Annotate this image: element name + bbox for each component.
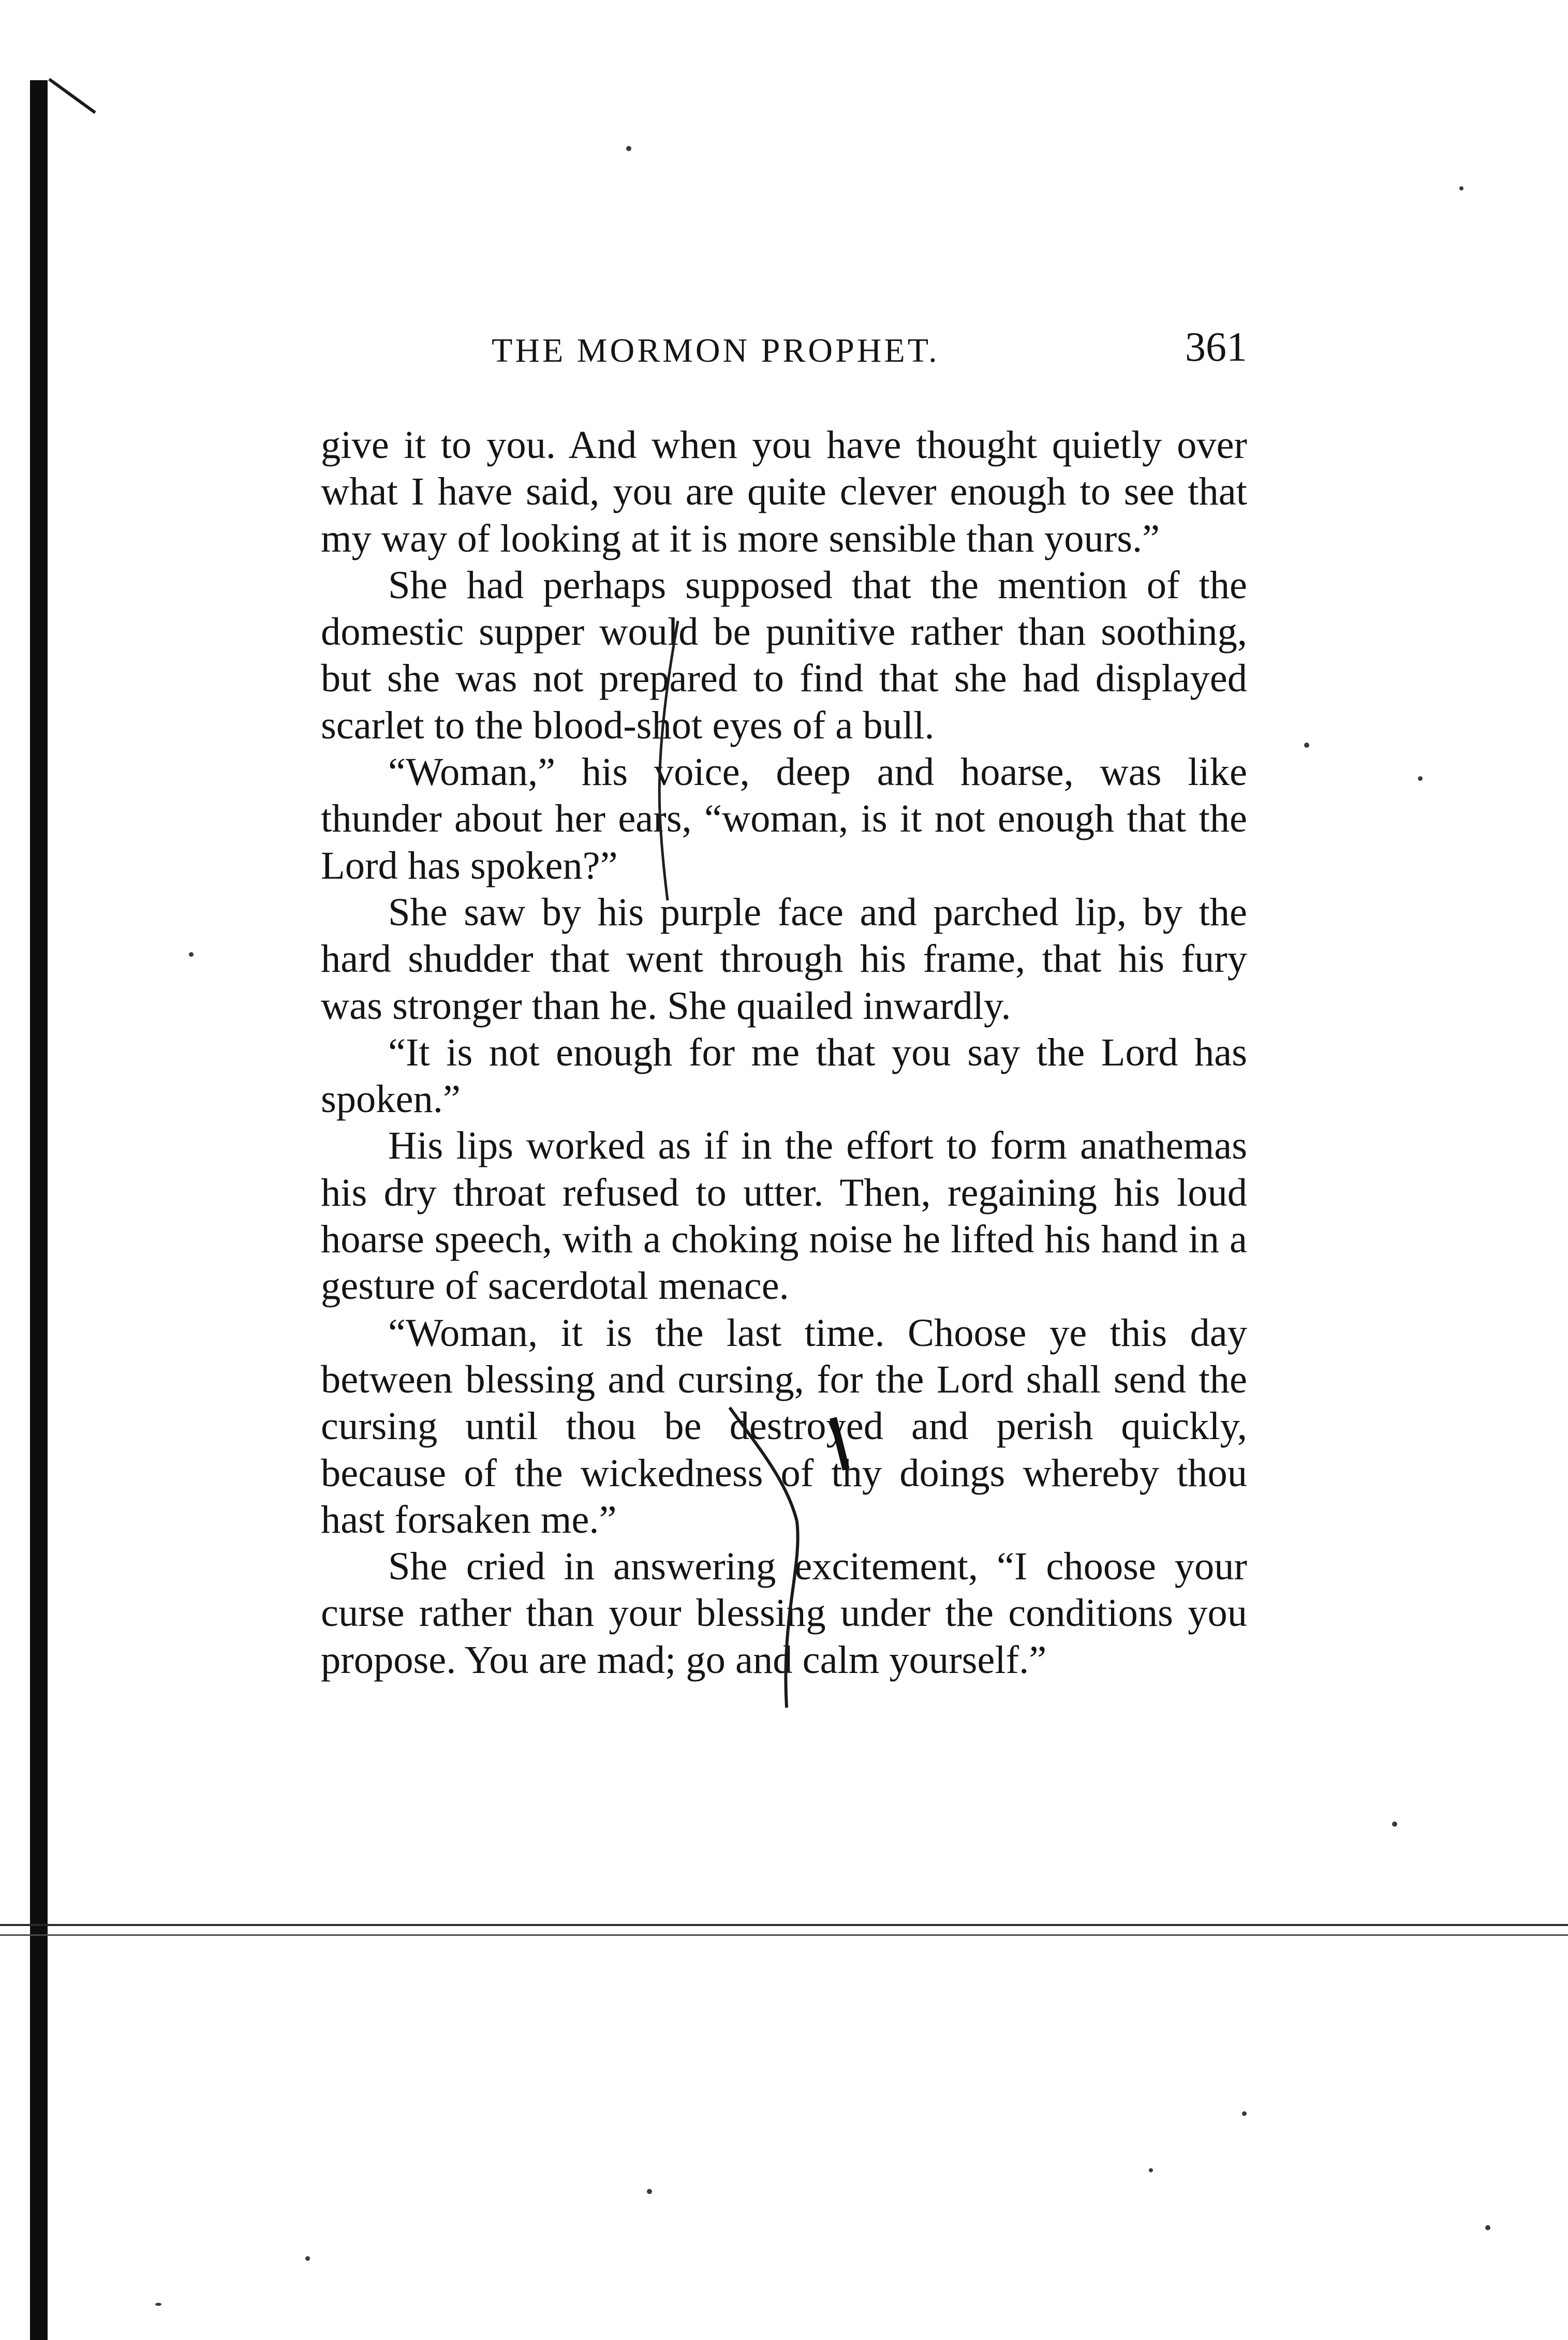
scan-speck (1149, 2168, 1153, 2172)
pencil-stroke-upper (647, 616, 688, 906)
scan-speck (155, 2303, 161, 2306)
paragraph: She cried in answering excitement, “I choose your curse rather than your blessing under the conditions you propose. You are mad; go and calm yourself.” (321, 1544, 1247, 1682)
paragraph: His lips worked as if in the effort to form anathemas his dry throat refused to utter. Then, regaining his loud hoarse speech, with a choking noise he lifted his hand in a gesture of sacerdotal menace. (321, 1123, 1247, 1308)
scan-speck (1392, 1821, 1397, 1827)
bottom-rule (0, 1924, 1568, 1926)
binding-edge (30, 80, 48, 2340)
scan-speck (626, 146, 631, 151)
paragraph: “Woman,” his voice, deep and hoarse, was like thunder about her ears, “woman, is it not enough that the Lord has spoken?” (321, 750, 1247, 887)
scan-speck (189, 952, 194, 957)
paragraph: She had perhaps supposed that the mention of the domestic supper would be punitive rather than soothing, but she was not prepared to find that she had displayed scarlet to the blood-shot eyes of a bull. (321, 562, 1247, 747)
scan-speck (1485, 2225, 1490, 2230)
scan-speck (1242, 2111, 1247, 2116)
pencil-stroke-lower (724, 1397, 859, 1718)
paragraph: “Woman, it is the last time. Choose ye this day between blessing and cursing, for the Lord shall send the cursing until thou be destroyed and perish quickly, because of the wickedness of thy doings whereby thou hast forsaken me.” (321, 1310, 1247, 1542)
scan-speck (1418, 776, 1423, 781)
paragraph: She saw by his purple face and parched lip, by the hard shudder that went through his frame, that his fury was stronger than he. She quailed inwardly. (321, 890, 1247, 1028)
running-title: THE MORMON PROPHET. (492, 332, 940, 369)
scan-speck (1459, 186, 1463, 190)
scan-speck (647, 2189, 652, 2194)
binding-mark (48, 78, 96, 114)
scan-speck (1304, 743, 1309, 748)
paragraph: “It is not enough for me that you say the Lord has spoken.” (321, 1030, 1247, 1121)
paragraph: give it to you. And when you have thought quietly over what I have said, you are quite clever enough to see that my way of looking at it is more sensible than yours.” (321, 423, 1247, 560)
bottom-rule-secondary (0, 1934, 1568, 1936)
scan-speck (305, 2256, 310, 2261)
page-header (321, 320, 1247, 377)
page-number: 361 (1185, 324, 1247, 370)
